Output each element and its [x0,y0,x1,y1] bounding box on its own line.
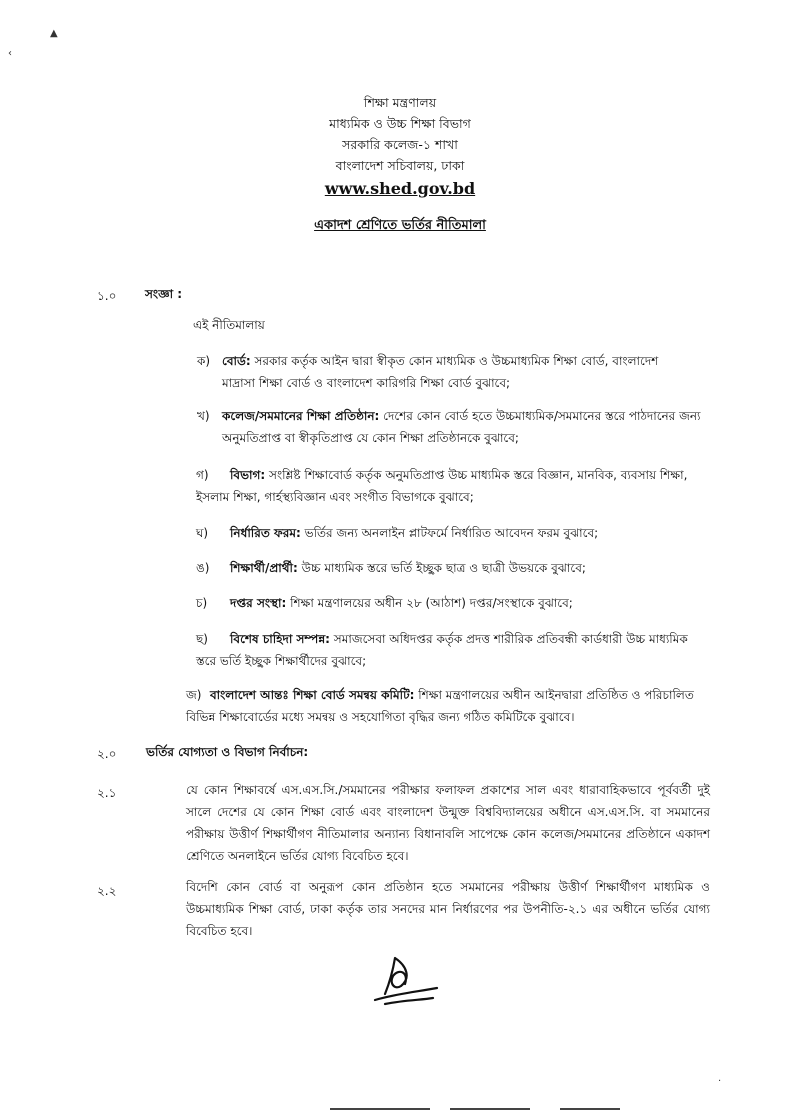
item-label: চ) [196,596,208,610]
scan-speck-icon: ‹ [8,48,12,59]
ministry-name: শিক্ষা মন্ত্রণালয় [363,95,437,110]
definition-item [196,628,706,672]
division-name: মাধ্যমিক ও উচ্চ শিক্ষা বিভাগ [329,116,471,131]
footer-divider [330,1108,430,1110]
section-heading: ভর্তির যোগ্যতা ও বিভাগ নির্বাচন: [146,745,309,759]
definition-item [222,405,702,449]
definition-term: নির্ধারিত ফরম: [230,526,301,540]
definition-term: শিক্ষার্থী/প্রার্থী: [230,561,298,575]
footer-divider [450,1108,530,1110]
section-intro: এই নীতিমালায় [193,318,265,332]
definition-item [230,522,710,544]
item-label: ছ) [196,632,208,646]
letterhead [250,92,550,199]
branch-name: সরকারি কলেজ-১ শাখা [342,137,458,152]
definition-text: শিক্ষা মন্ত্রণালয়ের অধীন আইনদ্বারা প্রতিষ্ঠিত ও পরিচালিত বিভিন্ন শিক্ষাবোর্ডের মধ্যে সমন্বয় ও সহযোগিতা বৃদ্ধির জন্য গঠিত কমিটিকে বুঝাবে। [186,688,694,724]
footer-divider [560,1108,620,1110]
definition-text: সংশ্লিষ্ট শিক্ষাবোর্ড কর্তৃক অনুমতিপ্রাপ্ত উচ্চ মাধ্যমিক স্তরে বিজ্ঞান, মানবিক, ব্যবসায় শিক্ষা, ইসলাম শিক্ষা, গার্হস্থ্যবিজ্ঞান এবং সংগীত বিভাগকে বুঝাবে; [196,468,688,504]
definition-term: বিভাগ: [230,468,266,482]
clause-text: বিদেশি কোন বোর্ড বা অনুরূপ কোন প্রতিষ্ঠান হতে সমমানের পরীক্ষায় উত্তীর্ণ শিক্ষার্থীগণ মাধ্যমিক ও উচ্চমাধ্যমিক শিক্ষা বোর্ড, ঢাকা কর্তৃক তার সনদের মান নির্ধারণের পর উপনীতি-২.১ এর অধীনে ভর্তির যোগ্য বিবেচিত হবে। [186,880,710,938]
definition-text: দেশের কোন বোর্ড হতে উচ্চমাধ্যমিক/সমমানের স্তরে পাঠদানের জন্য অনুমতিপ্রাপ্ত বা স্বীকৃতিপ্রাপ্ত যে কোন শিক্ষা প্রতিষ্ঠানকে বুঝাবে; [222,409,701,445]
definition-term: কলেজ/সমমানের শিক্ষা প্রতিষ্ঠান: [222,409,380,423]
definition-text: শিক্ষা মন্ত্রণালয়ের অধীন ২৮ (আঠাশ) দপ্তর/সংস্থাকে বুঝাবে; [286,596,573,610]
definition-item [222,350,692,394]
definition-item [196,464,706,508]
definition-item [230,557,710,579]
definition-term: বোর্ড: [222,354,251,368]
clause-text: যে কোন শিক্ষাবর্ষে এস.এস.সি./সমমানের পরীক্ষার ফলাফল প্রকাশের সাল এবং ধারাবাহিকভাবে পূর্ববর্তী দুই সালে দেশের যে কোন শিক্ষা বোর্ড এবং বাংলাদেশ উন্মুক্ত বিশ্ববিদ্যালয়ের অধীনে এস.এস.সি. বা সমমানের পরীক্ষায় উত্তীর্ণ শিক্ষার্থীগণ নীতিমালার অন্যান্য বিধানাবলি সাপেক্ষে কোন কলেজ/সমমানের প্রতিষ্ঠানে একাদশ শ্রেণিতে অনলাইনে ভর্তির যোগ্য বিবেচিত হবে। [186,783,710,863]
item-label: ঘ) [196,526,209,540]
item-label: খ) [197,409,210,423]
section-number: ২.০ [97,747,117,761]
clause-number: ২.১ [97,786,117,800]
scan-speck-icon: ▲ [50,28,58,39]
definition-item [230,592,710,614]
office-location: বাংলাদেশ সচিবালয়, ঢাকা [335,158,465,173]
signature-icon [365,950,445,1010]
definition-text: সমাজসেবা অধিদপ্তর কর্তৃক প্রদত্ত শারীরিক প্রতিবন্ধী কার্ডধারী উচ্চ মাধ্যমিক স্তরে ভর্তি ইচ্ছুক শিক্ষার্থীদের বুঝাবে; [196,632,688,668]
website-link[interactable]: www.shed.gov.bd [324,179,476,198]
definition-text: ভর্তির জন্য অনলাইন প্লাটফর্মে নির্ধারিত আবেদন ফরম বুঝাবে; [300,526,599,540]
item-label: ক) [197,354,211,368]
scan-speck-icon: · [718,1076,722,1087]
item-label: গ) [196,468,209,482]
definition-term: বাংলাদেশ আন্তঃ শিক্ষা বোর্ড সমন্বয় কমিটি: [210,688,415,702]
section-heading: সংজ্ঞা : [145,287,183,301]
definition-text: সরকার কর্তৃক আইন দ্বারা স্বীকৃত কোন মাধ্যমিক ও উচ্চমাধ্যমিক শিক্ষা বোর্ড, বাংলাদেশ মাদ্রাসা শিক্ষা বোর্ড ও বাংলাদেশ কারিগরি শিক্ষা বোর্ড বুঝাবে; [222,354,659,390]
document-title: একাদশ শ্রেণিতে ভর্তির নীতিমালা [314,218,486,233]
item-label: ঙ) [196,561,210,575]
definition-term: দপ্তর সংস্থা: [230,596,287,610]
section-number: ১.০ [97,289,117,303]
clause-number: ২.২ [97,884,117,898]
definition-text: উচ্চ মাধ্যমিক স্তরে ভর্তি ইচ্ছুক ছাত্র ও ছাত্রী উভয়কে বুঝাবে; [297,561,586,575]
item-label: জ) [186,688,202,702]
definition-item [186,684,710,728]
definition-term: বিশেষ চাহিদা সম্পন্ন: [230,632,330,646]
